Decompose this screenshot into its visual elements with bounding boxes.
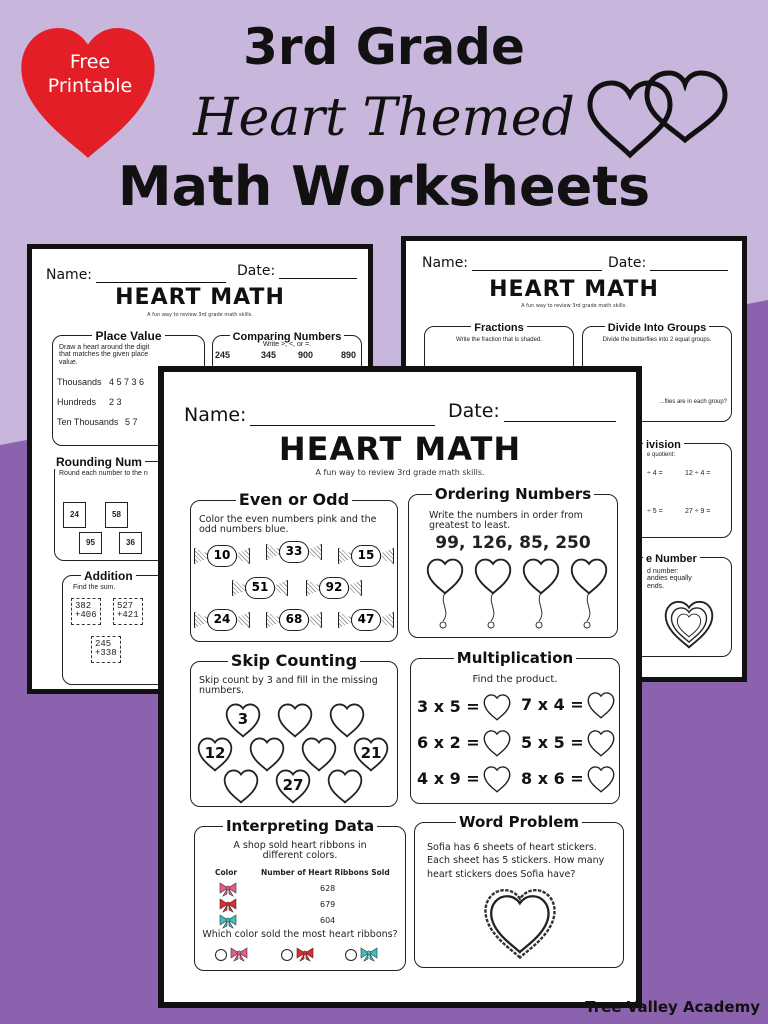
- name-label: Name:: [184, 404, 247, 426]
- wrapper-end: [194, 548, 208, 564]
- question: Which color sold the most heart ribbons?: [202, 929, 398, 940]
- outline-hearts-icon: [585, 65, 735, 160]
- text-line: d number:: [647, 568, 679, 575]
- section-title: ivision: [643, 439, 684, 451]
- lace-heart-icon: [473, 885, 567, 961]
- addend: 527: [117, 601, 134, 611]
- candy-number: 10: [207, 545, 237, 567]
- division-problem: 12 ÷ 4 =: [685, 470, 711, 477]
- division-problem: 27 ÷ 9 =: [685, 508, 711, 515]
- section-title: Word Problem: [456, 813, 582, 831]
- addend: +406: [75, 610, 97, 621]
- instructions: Write the fraction that is shaded.: [456, 337, 542, 343]
- instructions: A shop sold heart ribbons in different colors.: [233, 840, 367, 861]
- candy[interactable]: [231, 577, 289, 599]
- answer-radio[interactable]: [345, 949, 357, 961]
- wrapper-end: [308, 544, 322, 560]
- instructions: Round each number to the n: [59, 470, 148, 477]
- title-line-3: Math Worksheets: [117, 155, 651, 218]
- balloon-string: [533, 593, 549, 633]
- answer-heart: [585, 729, 617, 757]
- skip-heart: [325, 702, 369, 738]
- ribbon-icon: [219, 898, 237, 912]
- envelope-number: 58: [105, 502, 128, 528]
- word-problem-text: Sofia has 6 sheets of heart stickers. Each sheet has 5 stickers. How many heart stickers does Sofia have?: [427, 842, 605, 880]
- multiplication-problem: 8 x 6 =: [521, 769, 584, 788]
- numbers-to-order: 99, 126, 85, 250: [435, 533, 591, 553]
- badge-line-1: Free: [69, 51, 111, 73]
- answer-heart: [481, 693, 513, 721]
- ribbon-icon: [360, 947, 378, 961]
- worksheet-title: HEART MATH: [278, 430, 522, 468]
- skip-heart: [219, 768, 263, 804]
- balloon-heart-icon: [567, 557, 611, 595]
- envelope-number: 24: [63, 502, 86, 528]
- ribbon-icon: [296, 947, 314, 961]
- date-label: Date:: [448, 400, 500, 422]
- multiplication-problem: 6 x 2 =: [417, 733, 480, 752]
- instructions: Write the numbers in order from greatest to least.: [429, 510, 583, 531]
- section-title: Comparing Numbers: [230, 331, 345, 343]
- ribbon-icon: [219, 914, 237, 928]
- candy[interactable]: [193, 545, 251, 567]
- balloon-heart-icon: [423, 557, 467, 595]
- section-title: Multiplication: [454, 649, 576, 667]
- skip-heart: [273, 702, 317, 738]
- candy-number: 15: [351, 545, 381, 567]
- column-header-color: Color: [215, 868, 238, 877]
- balloon-heart-icon: [471, 557, 515, 595]
- section-title: Skip Counting: [228, 651, 360, 670]
- envelope-number: 95: [79, 532, 102, 554]
- division-problem: ÷ 5 =: [647, 508, 663, 515]
- name-label: Name:: [46, 267, 93, 283]
- instructions: Write >, <, or =.: [262, 341, 312, 348]
- balloon-heart-icon: [519, 557, 563, 595]
- worksheet-subtitle: A fun way to review 3rd grade math skills.: [315, 468, 485, 477]
- wrapper-end: [338, 548, 352, 564]
- wrapper-end: [236, 612, 250, 628]
- heart-number: 21: [360, 743, 382, 762]
- worksheet-subtitle: A fun way to review 3rd grade math skills.: [521, 303, 627, 309]
- title-line-1: 3rd Grade: [243, 18, 525, 76]
- answer-radio[interactable]: [281, 949, 293, 961]
- wrapper-end: [194, 612, 208, 628]
- answer-heart: [481, 765, 513, 793]
- candy-number: 92: [319, 577, 349, 599]
- wrapper-end: [274, 580, 288, 596]
- ordering-numbers-section: [408, 485, 618, 638]
- instructions: Draw a heart around the digit that matches the given place value.: [59, 344, 150, 366]
- addend: 245: [95, 639, 112, 649]
- ribbons-sold-value: 628: [320, 884, 336, 893]
- wrapper-end: [232, 580, 246, 596]
- division-problem: ÷ 4 =: [647, 470, 663, 477]
- candy[interactable]: [337, 545, 395, 567]
- skip-heart: [297, 736, 341, 772]
- addend: 382: [75, 601, 92, 611]
- nested-hearts-icon: [661, 598, 717, 650]
- section-title: Even or Odd: [236, 490, 352, 509]
- section-title: Divide Into Groups: [605, 322, 709, 334]
- date-label: Date:: [608, 255, 647, 271]
- instructions: Find the product.: [472, 674, 558, 685]
- wrapper-end: [236, 548, 250, 564]
- interpreting-data-section: [194, 817, 406, 971]
- wrapper-end: [380, 548, 394, 564]
- section-title: Interpreting Data: [223, 817, 377, 835]
- instructions: Divide the butterflies into 2 equal groups.: [602, 337, 712, 343]
- answer-radio[interactable]: [215, 949, 227, 961]
- column-header-sold: Number of Heart Ribbons Sold: [261, 868, 390, 877]
- envelope-number: 36: [119, 532, 142, 554]
- candy[interactable]: [265, 609, 323, 631]
- wrapper-end: [306, 580, 320, 596]
- wrapper-end: [266, 612, 280, 628]
- title-line-2: Heart Themed: [193, 88, 575, 148]
- badge-line-2: Printable: [47, 75, 133, 97]
- brand-footer: Tree Valley Academy: [585, 998, 760, 1016]
- worksheet-title: HEART MATH: [489, 277, 659, 302]
- row-digits: 2 3: [109, 397, 122, 407]
- instructions: Find the sum.: [73, 584, 116, 591]
- wrapper-end: [348, 580, 362, 596]
- wrapper-end: [380, 612, 394, 628]
- compare-number: 245: [215, 350, 231, 360]
- multiplication-problem: 3 x 5 =: [417, 697, 480, 716]
- candy-number: 24: [207, 609, 237, 631]
- ribbon-icon: [219, 882, 237, 896]
- answer-heart: [585, 691, 617, 719]
- addend: +338: [95, 648, 117, 659]
- ribbons-sold-value: 604: [320, 916, 336, 925]
- candy-number: 33: [279, 541, 309, 563]
- wrapper-end: [266, 544, 280, 560]
- instructions: Skip count by 3 and fill in the missing numbers.: [199, 675, 378, 696]
- text-line: ends.: [647, 582, 665, 590]
- text-line: andies equally: [647, 575, 692, 583]
- balloon-string: [485, 593, 501, 633]
- candy-number: 51: [245, 577, 275, 599]
- name-label: Name:: [422, 255, 469, 271]
- multiplication-problem: 7 x 4 =: [521, 695, 584, 714]
- worksheet-title: HEART MATH: [115, 285, 285, 310]
- wrapper-end: [338, 612, 352, 628]
- instructions: e quotient:: [647, 452, 676, 458]
- worksheet-front: [158, 366, 642, 1008]
- multiplication-section: [410, 649, 620, 804]
- row-digits: 5 7: [125, 417, 138, 427]
- skip-counting-section: [190, 651, 398, 807]
- section-title: Place Value: [92, 329, 164, 343]
- candy[interactable]: [305, 577, 363, 599]
- multiplication-problem: 5 x 5 =: [521, 733, 584, 752]
- section-title: Addition: [81, 569, 136, 583]
- row-label: Ten Thousands: [57, 417, 119, 427]
- answer-heart: [585, 765, 617, 793]
- balloon-string: [581, 593, 597, 633]
- row-digits: 4 5 7 3 6: [109, 377, 145, 387]
- addend: +421: [117, 610, 139, 621]
- date-label: Date:: [237, 263, 276, 279]
- heart-number: 27: [282, 775, 304, 794]
- compare-number: 345: [261, 350, 277, 360]
- row-label: Thousands: [57, 377, 102, 387]
- candy-number: 47: [351, 609, 381, 631]
- candy[interactable]: [193, 609, 251, 631]
- compare-number: 900: [298, 350, 314, 360]
- row-label: Hundreds: [57, 397, 97, 407]
- section-title: Fractions: [471, 322, 527, 334]
- heart-number: 12: [204, 743, 226, 762]
- instructions: Color the even numbers pink and the odd numbers blue.: [199, 514, 377, 535]
- ribbons-sold-value: 679: [320, 900, 336, 909]
- word-problem-section: [414, 813, 624, 968]
- candy[interactable]: [337, 609, 395, 631]
- skip-heart: [245, 736, 289, 772]
- balloon-string: [437, 593, 453, 633]
- ribbon-icon: [230, 947, 248, 961]
- candy[interactable]: [265, 541, 323, 563]
- question: ...flies are in each group?: [659, 399, 727, 405]
- candy-number: 68: [279, 609, 309, 631]
- section-title: Ordering Numbers: [432, 485, 594, 503]
- heart-number: 3: [237, 709, 249, 728]
- wrapper-end: [308, 612, 322, 628]
- answer-heart: [481, 729, 513, 757]
- section-title: Rounding Num: [53, 455, 145, 469]
- compare-number: 890: [341, 350, 357, 360]
- section-title: e Number: [643, 553, 700, 565]
- multiplication-problem: 4 x 9 =: [417, 769, 480, 788]
- worksheet-subtitle: A fun way to review 3rd grade math skills.: [147, 312, 253, 318]
- even-or-odd-section: [190, 490, 398, 642]
- skip-heart: [323, 768, 367, 804]
